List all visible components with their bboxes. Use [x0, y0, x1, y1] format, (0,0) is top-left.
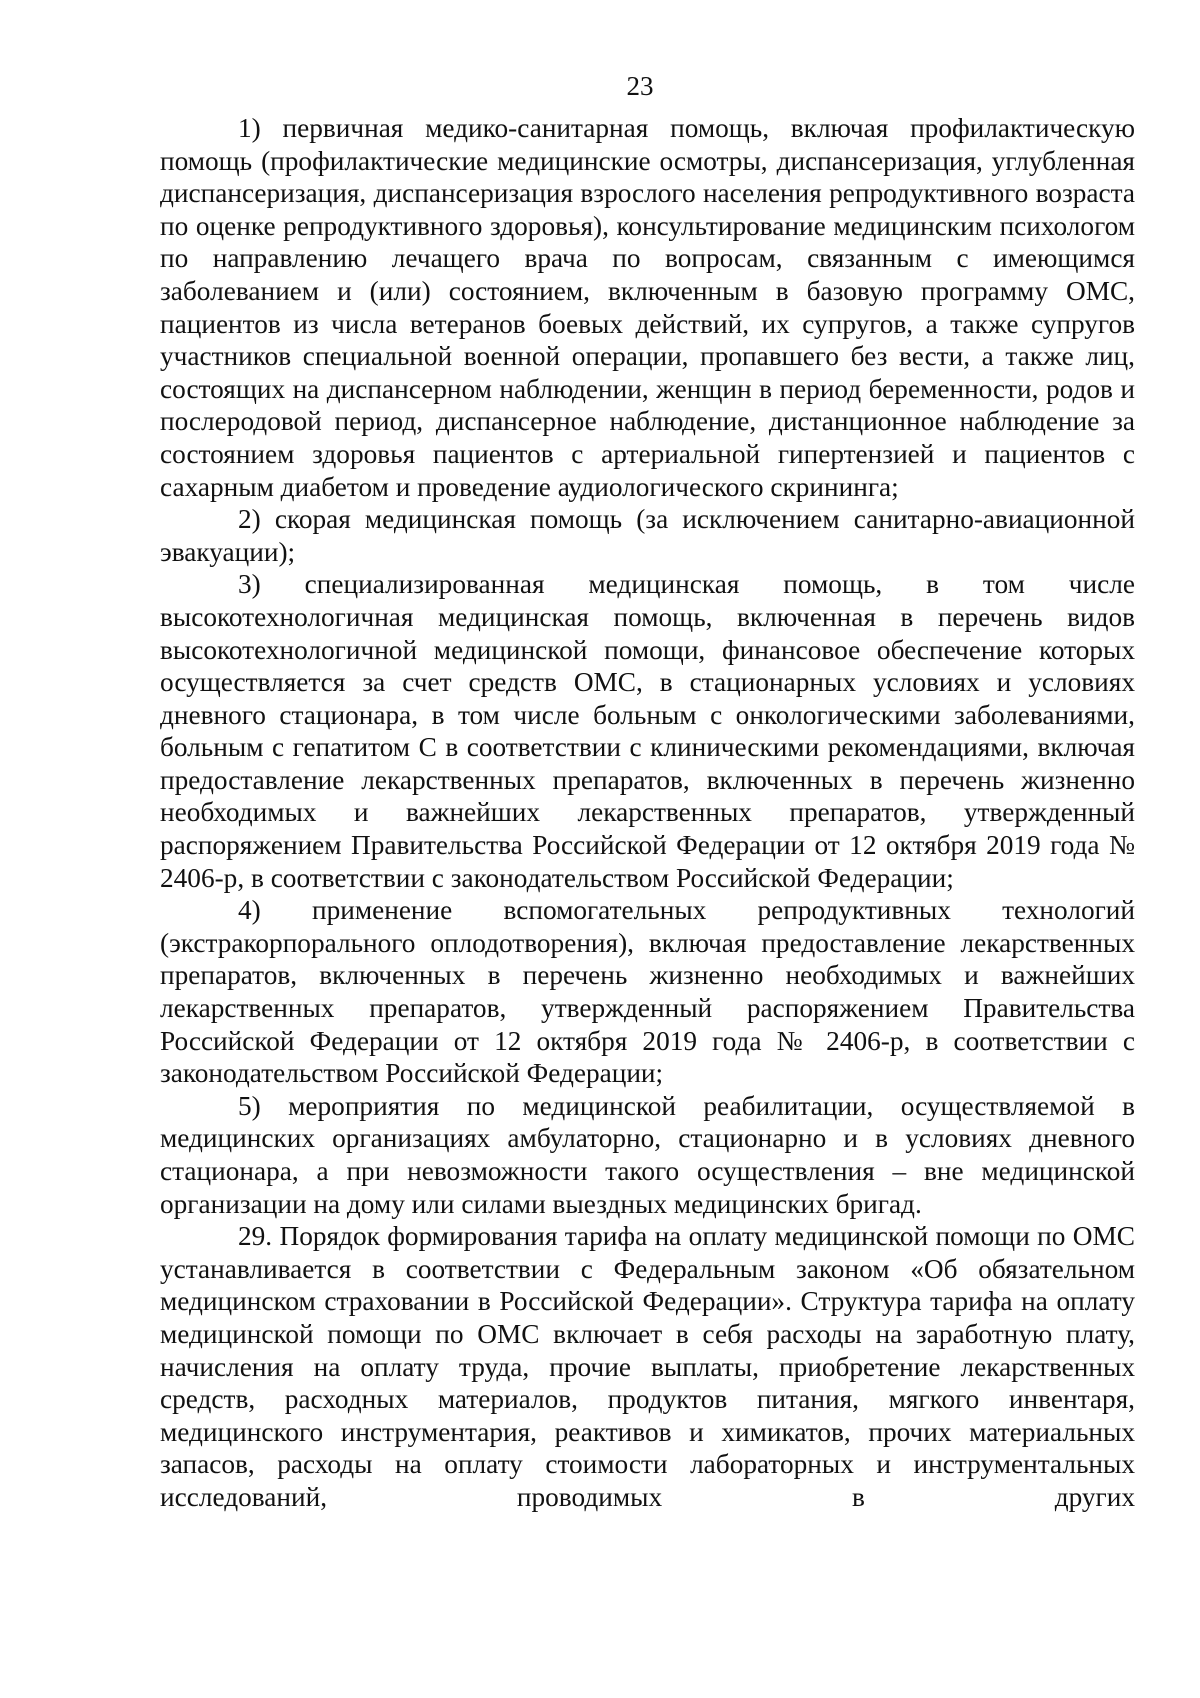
paragraph-item-4: 4) применение вспомогательных репродуктивных технологий (экстракорпорального оплодотворения), включая предоставление лекарственных препаратов, включенных в перечень жизненно необходимых и важнейших лекарственных препаратов, утвержденный распоряжением Правительства Российской Федерации от 12 октября 2019 года № 2406-р, в соответствии с законодательством Российской Федерации; [160, 895, 1135, 1089]
page-number: 23 [626, 71, 654, 101]
paragraph-item-5: 5) мероприятия по медицинской реабилитации, осуществляемой в медицинских организациях амбулаторно, стационарно и в условиях дневного стационара, а при невозможности такого осуществления – вне медицинской организации на дому или силами выездных медицинских бригад. [160, 1090, 1135, 1219]
document-body [160, 112, 1135, 1514]
paragraph-clause-29: 29. Порядок формирования тарифа на оплату медицинской помощи по ОМС устанавливается в соответствии с Федеральным законом «Об обязательном медицинском страховании в Российской Федерации». Структура тарифа на оплату медицинской помощи по ОМС включает в себя расходы на заработную плату, начисления на оплату труда, прочие выплаты, приобретение лекарственных средств, расходных материалов, продуктов питания, мягкого инвентаря, медицинского инструментария, реактивов и химикатов, прочих материальных запасов, расходы на оплату стоимости лабораторных и инструментальных исследований, проводимых в других [160, 1221, 1135, 1512]
paragraph-item-2: 2) скорая медицинская помощь (за исключением санитарно-авиационной эвакуации); [160, 504, 1135, 567]
paragraph-item-3: 3) специализированная медицинская помощь, в том числе высокотехнологичная медицинская помощь, включенная в перечень видов высокотехнологичной медицинской помощи, финансовое обеспечение которых осуществляется за счет средств ОМС, в стационарных условиях и условиях дневного стационара, в том числе больным с онкологическими заболеваниями, больным с гепатитом С в соответствии с клиническими рекомендациями, включая предоставление лекарственных препаратов, включенных в перечень жизненно необходимых и важнейших лекарственных препаратов, утвержденный распоряжением Правительства Российской Федерации от 12 октября 2019 года № 2406-р, в соответствии с законодательством Российской Федерации; [160, 569, 1135, 893]
paragraph-item-1: 1) первичная медико-санитарная помощь, включая профилактическую помощь (профилактические медицинские осмотры, диспансеризация, углубленная диспансеризация, диспансеризация взрослого населения репродуктивного возраста по оценке репродуктивного здоровья), консультирование медицинским психологом по направлению лечащего врача по вопросам, связанным с имеющимся заболеванием и (или) состоянием, включенным в базовую программу ОМС, пациентов из числа ветеранов боевых действий, их супругов, а также супругов участников специальной военной операции, пропавшего без вести, а также лиц, состоящих на диспансерном наблюдении, женщин в период беременности, родов и послеродовой период, диспансерное наблюдение, дистанционное наблюдение за состоянием здоровья пациентов с артериальной гипертензией и пациентов с сахарным диабетом и проведение аудиологического скрининга; [160, 113, 1135, 502]
